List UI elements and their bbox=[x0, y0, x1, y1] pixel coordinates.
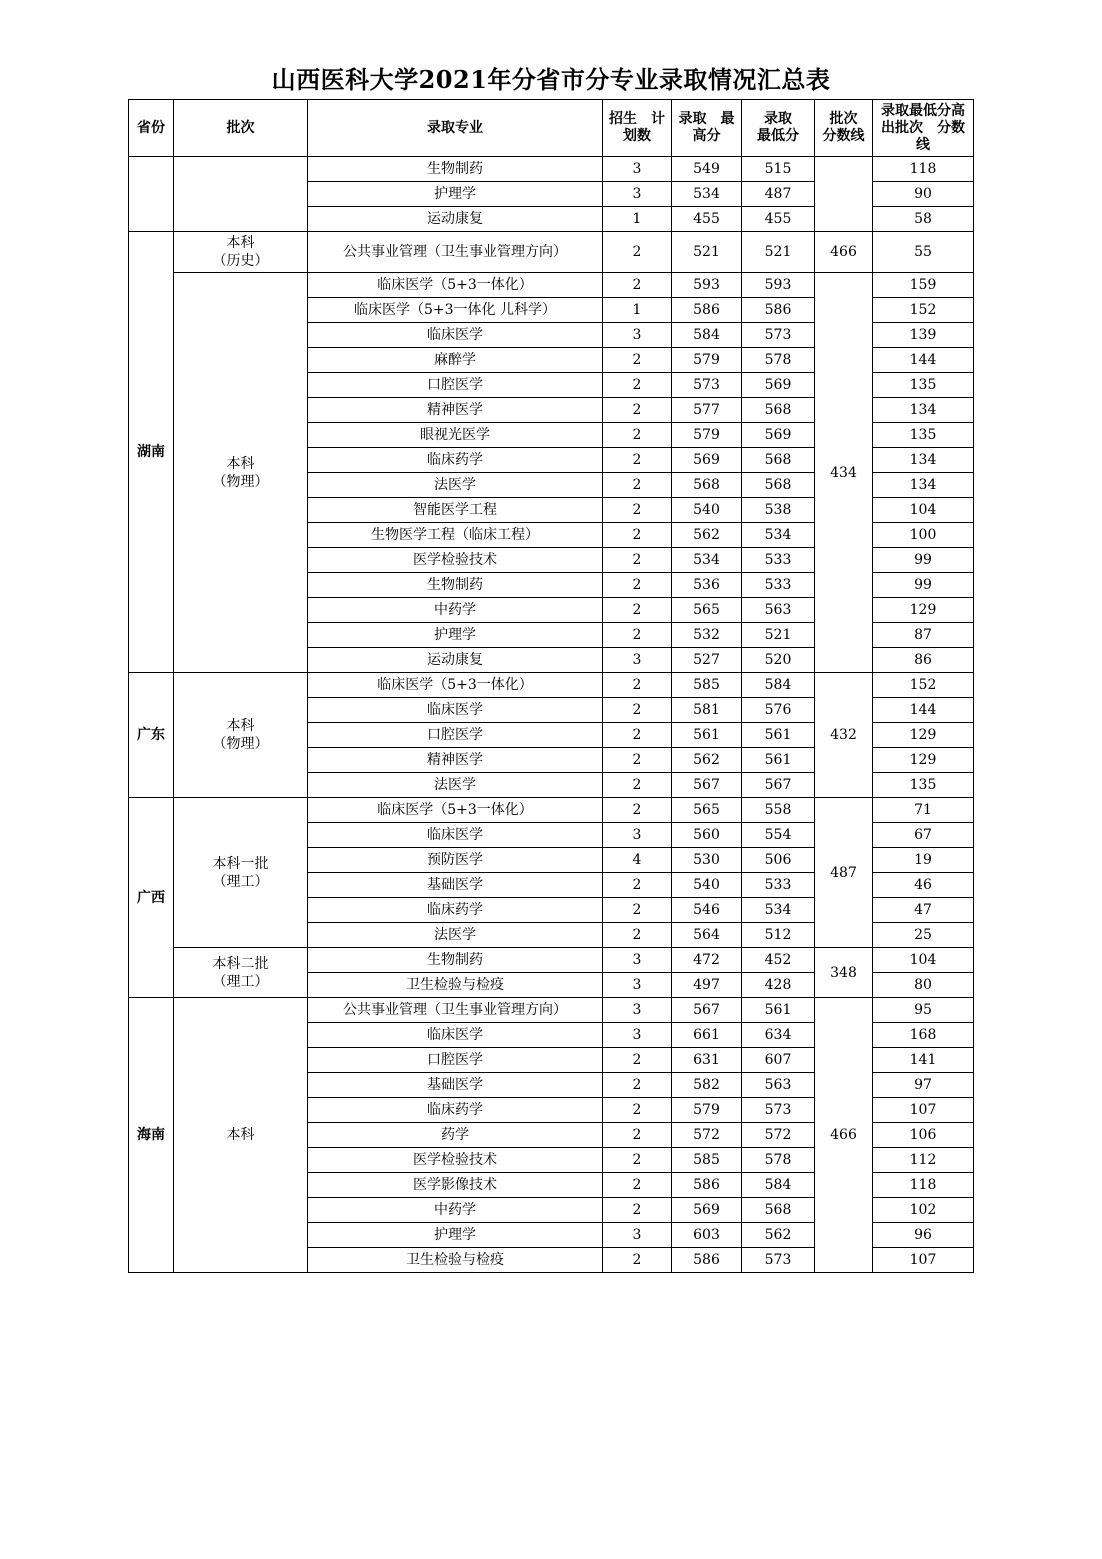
min-score-cell: 534 bbox=[742, 523, 815, 548]
batch-name-line: 本科 bbox=[226, 1127, 255, 1143]
header-score-diff bbox=[873, 100, 974, 157]
major-cell: 卫生检验与检疫 bbox=[308, 1248, 603, 1273]
batch-cell bbox=[174, 232, 308, 273]
plan-cell: 2 bbox=[603, 1248, 672, 1273]
header-plan-line: 招生 计 bbox=[609, 111, 665, 127]
max-score-cell: 579 bbox=[672, 423, 742, 448]
max-score-cell: 534 bbox=[672, 182, 742, 207]
min-score-cell: 567 bbox=[742, 773, 815, 798]
min-score-cell: 584 bbox=[742, 673, 815, 698]
score-diff-cell: 106 bbox=[873, 1123, 974, 1148]
plan-cell: 2 bbox=[603, 423, 672, 448]
score-diff-cell: 141 bbox=[873, 1048, 974, 1073]
major-cell: 法医学 bbox=[308, 773, 603, 798]
batch-name-line: 本科二批 bbox=[212, 955, 269, 972]
max-score-cell: 472 bbox=[672, 948, 742, 973]
min-score-cell: 568 bbox=[742, 448, 815, 473]
plan-cell: 2 bbox=[603, 348, 672, 373]
min-score-cell: 506 bbox=[742, 848, 815, 873]
score-diff-cell: 104 bbox=[873, 498, 974, 523]
batch-line-cell: 487 bbox=[815, 798, 873, 948]
score-diff-cell: 99 bbox=[873, 573, 974, 598]
score-diff-cell: 58 bbox=[873, 207, 974, 232]
min-score-cell: 452 bbox=[742, 948, 815, 973]
score-diff-cell: 144 bbox=[873, 698, 974, 723]
max-score-cell: 569 bbox=[672, 1198, 742, 1223]
min-score-cell: 487 bbox=[742, 182, 815, 207]
major-cell: 临床医学 bbox=[308, 823, 603, 848]
max-score-cell: 562 bbox=[672, 748, 742, 773]
batch-cell bbox=[174, 948, 308, 998]
plan-cell: 4 bbox=[603, 848, 672, 873]
major-cell: 运动康复 bbox=[308, 648, 603, 673]
score-diff-cell: 129 bbox=[873, 598, 974, 623]
plan-cell: 2 bbox=[603, 1073, 672, 1098]
batch-name-line: （理工） bbox=[212, 973, 269, 990]
batch-name-line: （物理） bbox=[212, 473, 269, 490]
min-score-cell: 584 bbox=[742, 1173, 815, 1198]
score-diff-cell: 152 bbox=[873, 673, 974, 698]
score-diff-cell: 86 bbox=[873, 648, 974, 673]
score-diff-cell: 97 bbox=[873, 1073, 974, 1098]
major-cell: 临床医学 bbox=[308, 1023, 603, 1048]
table-row bbox=[129, 998, 974, 1023]
plan-cell: 2 bbox=[603, 498, 672, 523]
score-diff-cell: 134 bbox=[873, 473, 974, 498]
batch-line-cell: 434 bbox=[815, 273, 873, 673]
table-row bbox=[129, 232, 974, 273]
major-cell: 卫生检验与检疫 bbox=[308, 973, 603, 998]
table-row bbox=[129, 798, 974, 823]
score-diff-cell: 102 bbox=[873, 1198, 974, 1223]
plan-cell: 1 bbox=[603, 207, 672, 232]
max-score-cell: 567 bbox=[672, 998, 742, 1023]
min-score-cell: 533 bbox=[742, 873, 815, 898]
table-row bbox=[129, 157, 974, 182]
max-score-cell: 564 bbox=[672, 923, 742, 948]
max-score-cell: 530 bbox=[672, 848, 742, 873]
plan-cell: 3 bbox=[603, 323, 672, 348]
major-cell: 临床医学 bbox=[308, 323, 603, 348]
plan-cell: 2 bbox=[603, 232, 672, 273]
major-cell: 医学检验技术 bbox=[308, 548, 603, 573]
score-diff-cell: 80 bbox=[873, 973, 974, 998]
max-score-cell: 536 bbox=[672, 573, 742, 598]
max-score-cell: 532 bbox=[672, 623, 742, 648]
major-cell: 生物制药 bbox=[308, 573, 603, 598]
max-score-cell: 546 bbox=[672, 898, 742, 923]
major-cell: 法医学 bbox=[308, 923, 603, 948]
max-score-cell: 582 bbox=[672, 1073, 742, 1098]
major-cell: 口腔医学 bbox=[308, 723, 603, 748]
max-score-cell: 585 bbox=[672, 1148, 742, 1173]
min-score-cell: 562 bbox=[742, 1223, 815, 1248]
header-min-score bbox=[742, 100, 815, 157]
major-cell: 中药学 bbox=[308, 598, 603, 623]
header-score-diff-line: 线 bbox=[916, 136, 930, 153]
score-diff-cell: 25 bbox=[873, 923, 974, 948]
header-batch-line bbox=[815, 100, 873, 157]
plan-cell: 2 bbox=[603, 623, 672, 648]
major-cell: 医学检验技术 bbox=[308, 1148, 603, 1173]
plan-cell: 3 bbox=[603, 182, 672, 207]
score-diff-cell: 135 bbox=[873, 373, 974, 398]
max-score-cell: 455 bbox=[672, 207, 742, 232]
header-max-score bbox=[672, 100, 742, 157]
min-score-cell: 569 bbox=[742, 423, 815, 448]
min-score-cell: 515 bbox=[742, 157, 815, 182]
max-score-cell: 521 bbox=[672, 232, 742, 273]
min-score-cell: 572 bbox=[742, 1123, 815, 1148]
plan-cell: 2 bbox=[603, 898, 672, 923]
score-diff-cell: 47 bbox=[873, 898, 974, 923]
min-score-cell: 561 bbox=[742, 998, 815, 1023]
max-score-cell: 584 bbox=[672, 323, 742, 348]
score-diff-cell: 67 bbox=[873, 823, 974, 848]
batch-cell bbox=[174, 798, 308, 948]
max-score-cell: 586 bbox=[672, 298, 742, 323]
table-row bbox=[129, 673, 974, 698]
plan-cell: 2 bbox=[603, 723, 672, 748]
min-score-cell: 568 bbox=[742, 398, 815, 423]
score-diff-cell: 104 bbox=[873, 948, 974, 973]
header-score-diff-line: 出批次 分数 bbox=[881, 119, 965, 136]
max-score-cell: 569 bbox=[672, 448, 742, 473]
max-score-cell: 561 bbox=[672, 723, 742, 748]
plan-cell: 2 bbox=[603, 373, 672, 398]
min-score-cell: 569 bbox=[742, 373, 815, 398]
plan-cell: 2 bbox=[603, 473, 672, 498]
plan-cell: 2 bbox=[603, 673, 672, 698]
score-diff-cell: 107 bbox=[873, 1098, 974, 1123]
max-score-cell: 586 bbox=[672, 1173, 742, 1198]
major-cell: 护理学 bbox=[308, 1223, 603, 1248]
header-major-line: 录取专业 bbox=[427, 119, 483, 136]
plan-cell: 3 bbox=[603, 998, 672, 1023]
major-cell: 精神医学 bbox=[308, 748, 603, 773]
major-cell: 临床医学（5+3一体化） bbox=[308, 798, 603, 823]
max-score-cell: 603 bbox=[672, 1223, 742, 1248]
score-diff-cell: 107 bbox=[873, 1248, 974, 1273]
min-score-cell: 568 bbox=[742, 473, 815, 498]
major-cell: 临床药学 bbox=[308, 1098, 603, 1123]
major-cell: 生物制药 bbox=[308, 948, 603, 973]
min-score-cell: 533 bbox=[742, 548, 815, 573]
plan-cell: 2 bbox=[603, 773, 672, 798]
batch-cell bbox=[174, 998, 308, 1273]
header-max-score-line: 高分 bbox=[692, 128, 721, 144]
plan-cell: 3 bbox=[603, 1023, 672, 1048]
plan-cell: 2 bbox=[603, 273, 672, 298]
score-diff-cell: 139 bbox=[873, 323, 974, 348]
score-diff-cell: 144 bbox=[873, 348, 974, 373]
score-diff-cell: 96 bbox=[873, 1223, 974, 1248]
min-score-cell: 520 bbox=[742, 648, 815, 673]
table-header-row bbox=[129, 100, 974, 157]
max-score-cell: 540 bbox=[672, 873, 742, 898]
score-diff-cell: 90 bbox=[873, 182, 974, 207]
score-diff-cell: 118 bbox=[873, 1173, 974, 1198]
major-cell: 护理学 bbox=[308, 182, 603, 207]
header-batch-line: 批次 bbox=[226, 119, 255, 136]
major-cell: 口腔医学 bbox=[308, 1048, 603, 1073]
score-diff-cell: 134 bbox=[873, 398, 974, 423]
min-score-cell: 568 bbox=[742, 1198, 815, 1223]
max-score-cell: 572 bbox=[672, 1123, 742, 1148]
min-score-cell: 561 bbox=[742, 748, 815, 773]
header-major bbox=[308, 100, 603, 157]
min-score-cell: 586 bbox=[742, 298, 815, 323]
plan-cell: 3 bbox=[603, 973, 672, 998]
min-score-cell: 533 bbox=[742, 573, 815, 598]
max-score-cell: 497 bbox=[672, 973, 742, 998]
major-cell: 临床药学 bbox=[308, 448, 603, 473]
major-cell: 护理学 bbox=[308, 623, 603, 648]
province-cell: 海南 bbox=[129, 998, 174, 1273]
score-diff-cell: 19 bbox=[873, 848, 974, 873]
plan-cell: 2 bbox=[603, 748, 672, 773]
max-score-cell: 586 bbox=[672, 1248, 742, 1273]
batch-cell bbox=[174, 157, 308, 232]
score-diff-cell: 112 bbox=[873, 1148, 974, 1173]
score-diff-cell: 135 bbox=[873, 773, 974, 798]
header-plan-line: 划数 bbox=[623, 128, 651, 144]
major-cell: 中药学 bbox=[308, 1198, 603, 1223]
min-score-cell: 554 bbox=[742, 823, 815, 848]
batch-name-line: （历史） bbox=[212, 253, 269, 269]
score-diff-cell: 159 bbox=[873, 273, 974, 298]
batch-name-line: 本科 bbox=[226, 718, 255, 734]
score-diff-cell: 134 bbox=[873, 448, 974, 473]
min-score-cell: 578 bbox=[742, 1148, 815, 1173]
major-cell: 口腔医学 bbox=[308, 373, 603, 398]
major-cell: 麻醉学 bbox=[308, 348, 603, 373]
plan-cell: 2 bbox=[603, 798, 672, 823]
score-diff-cell: 129 bbox=[873, 748, 974, 773]
min-score-cell: 512 bbox=[742, 923, 815, 948]
max-score-cell: 585 bbox=[672, 673, 742, 698]
score-diff-cell: 46 bbox=[873, 873, 974, 898]
min-score-cell: 538 bbox=[742, 498, 815, 523]
min-score-cell: 607 bbox=[742, 1048, 815, 1073]
score-diff-cell: 118 bbox=[873, 157, 974, 182]
major-cell: 生物医学工程（临床工程） bbox=[308, 523, 603, 548]
province-cell: 广西 bbox=[129, 798, 174, 998]
min-score-cell: 521 bbox=[742, 232, 815, 273]
plan-cell: 2 bbox=[603, 1148, 672, 1173]
province-cell: 广东 bbox=[129, 673, 174, 798]
plan-cell: 2 bbox=[603, 1173, 672, 1198]
score-diff-cell: 99 bbox=[873, 548, 974, 573]
major-cell: 临床医学（5+3一体化） bbox=[308, 273, 603, 298]
max-score-cell: 565 bbox=[672, 798, 742, 823]
major-cell: 预防医学 bbox=[308, 848, 603, 873]
major-cell: 公共事业管理（卫生事业管理方向） bbox=[308, 998, 603, 1023]
major-cell: 临床医学（5+3一体化） bbox=[308, 673, 603, 698]
min-score-cell: 561 bbox=[742, 723, 815, 748]
plan-cell: 2 bbox=[603, 1098, 672, 1123]
max-score-cell: 567 bbox=[672, 773, 742, 798]
plan-cell: 2 bbox=[603, 448, 672, 473]
max-score-cell: 631 bbox=[672, 1048, 742, 1073]
min-score-cell: 563 bbox=[742, 598, 815, 623]
plan-cell: 2 bbox=[603, 573, 672, 598]
min-score-cell: 573 bbox=[742, 1098, 815, 1123]
header-batch-line-line: 批次 bbox=[829, 111, 858, 127]
batch-name-line: （理工） bbox=[212, 873, 269, 890]
score-diff-cell: 95 bbox=[873, 998, 974, 1023]
max-score-cell: 560 bbox=[672, 823, 742, 848]
major-cell: 法医学 bbox=[308, 473, 603, 498]
plan-cell: 2 bbox=[603, 873, 672, 898]
batch-cell bbox=[174, 273, 308, 673]
table-row bbox=[129, 948, 974, 973]
header-min-score-line: 录取 bbox=[764, 111, 792, 127]
score-diff-cell: 100 bbox=[873, 523, 974, 548]
max-score-cell: 540 bbox=[672, 498, 742, 523]
min-score-cell: 573 bbox=[742, 323, 815, 348]
major-cell: 生物制药 bbox=[308, 157, 603, 182]
score-diff-cell: 129 bbox=[873, 723, 974, 748]
max-score-cell: 534 bbox=[672, 548, 742, 573]
major-cell: 精神医学 bbox=[308, 398, 603, 423]
plan-cell: 2 bbox=[603, 923, 672, 948]
batch-name-line: 本科一批 bbox=[212, 855, 269, 872]
major-cell: 药学 bbox=[308, 1123, 603, 1148]
admission-table bbox=[128, 99, 974, 1273]
province-cell bbox=[129, 157, 174, 232]
batch-name-line: 本科 bbox=[226, 455, 255, 472]
header-min-score-line: 最低分 bbox=[757, 128, 799, 144]
table-body bbox=[129, 157, 974, 1273]
max-score-cell: 549 bbox=[672, 157, 742, 182]
plan-cell: 3 bbox=[603, 1223, 672, 1248]
score-diff-cell: 55 bbox=[873, 232, 974, 273]
min-score-cell: 521 bbox=[742, 623, 815, 648]
score-diff-cell: 152 bbox=[873, 298, 974, 323]
max-score-cell: 527 bbox=[672, 648, 742, 673]
min-score-cell: 573 bbox=[742, 1248, 815, 1273]
plan-cell: 2 bbox=[603, 1123, 672, 1148]
plan-cell: 2 bbox=[603, 1048, 672, 1073]
batch-line-cell: 348 bbox=[815, 948, 873, 998]
max-score-cell: 661 bbox=[672, 1023, 742, 1048]
max-score-cell: 593 bbox=[672, 273, 742, 298]
major-cell: 临床药学 bbox=[308, 898, 603, 923]
score-diff-cell: 168 bbox=[873, 1023, 974, 1048]
max-score-cell: 579 bbox=[672, 348, 742, 373]
plan-cell: 2 bbox=[603, 1198, 672, 1223]
min-score-cell: 634 bbox=[742, 1023, 815, 1048]
major-cell: 基础医学 bbox=[308, 1073, 603, 1098]
min-score-cell: 558 bbox=[742, 798, 815, 823]
min-score-cell: 534 bbox=[742, 898, 815, 923]
major-cell: 眼视光医学 bbox=[308, 423, 603, 448]
plan-cell: 2 bbox=[603, 398, 672, 423]
plan-cell: 3 bbox=[603, 157, 672, 182]
plan-cell: 3 bbox=[603, 948, 672, 973]
batch-line-cell: 466 bbox=[815, 998, 873, 1273]
plan-cell: 2 bbox=[603, 698, 672, 723]
min-score-cell: 593 bbox=[742, 273, 815, 298]
page-title: 山西医科大学2021年分省市分专业录取情况汇总表 bbox=[271, 65, 831, 94]
header-score-diff-line: 录取最低分高 bbox=[881, 102, 965, 119]
score-diff-cell: 71 bbox=[873, 798, 974, 823]
header-plan bbox=[603, 100, 672, 157]
plan-cell: 1 bbox=[603, 298, 672, 323]
batch-name-line: 本科 bbox=[226, 235, 255, 251]
score-diff-cell: 87 bbox=[873, 623, 974, 648]
max-score-cell: 565 bbox=[672, 598, 742, 623]
batch-line-cell bbox=[815, 157, 873, 232]
major-cell: 临床医学 bbox=[308, 698, 603, 723]
province-cell: 湖南 bbox=[129, 232, 174, 673]
max-score-cell: 568 bbox=[672, 473, 742, 498]
batch-name-line: （物理） bbox=[212, 736, 269, 752]
major-cell: 医学影像技术 bbox=[308, 1173, 603, 1198]
max-score-cell: 581 bbox=[672, 698, 742, 723]
plan-cell: 2 bbox=[603, 598, 672, 623]
plan-cell: 2 bbox=[603, 523, 672, 548]
major-cell: 基础医学 bbox=[308, 873, 603, 898]
batch-line-cell: 432 bbox=[815, 673, 873, 798]
table-row bbox=[129, 273, 974, 298]
major-cell: 智能医学工程 bbox=[308, 498, 603, 523]
header-batch-line-line: 分数线 bbox=[822, 128, 865, 144]
min-score-cell: 455 bbox=[742, 207, 815, 232]
min-score-cell: 578 bbox=[742, 348, 815, 373]
plan-cell: 3 bbox=[603, 823, 672, 848]
max-score-cell: 577 bbox=[672, 398, 742, 423]
major-cell: 公共事业管理（卫生事业管理方向） bbox=[308, 232, 603, 273]
major-cell: 临床医学（5+3一体化 儿科学） bbox=[308, 298, 603, 323]
header-province-line: 省份 bbox=[137, 119, 165, 136]
max-score-cell: 562 bbox=[672, 523, 742, 548]
plan-cell: 2 bbox=[603, 548, 672, 573]
batch-cell bbox=[174, 673, 308, 798]
max-score-cell: 579 bbox=[672, 1098, 742, 1123]
header-max-score-line: 录取 最 bbox=[678, 111, 735, 127]
batch-line-cell: 466 bbox=[815, 232, 873, 273]
min-score-cell: 576 bbox=[742, 698, 815, 723]
max-score-cell: 573 bbox=[672, 373, 742, 398]
header-province bbox=[129, 100, 174, 157]
major-cell: 运动康复 bbox=[308, 207, 603, 232]
score-diff-cell: 135 bbox=[873, 423, 974, 448]
header-batch bbox=[174, 100, 308, 157]
min-score-cell: 563 bbox=[742, 1073, 815, 1098]
plan-cell: 3 bbox=[603, 648, 672, 673]
min-score-cell: 428 bbox=[742, 973, 815, 998]
